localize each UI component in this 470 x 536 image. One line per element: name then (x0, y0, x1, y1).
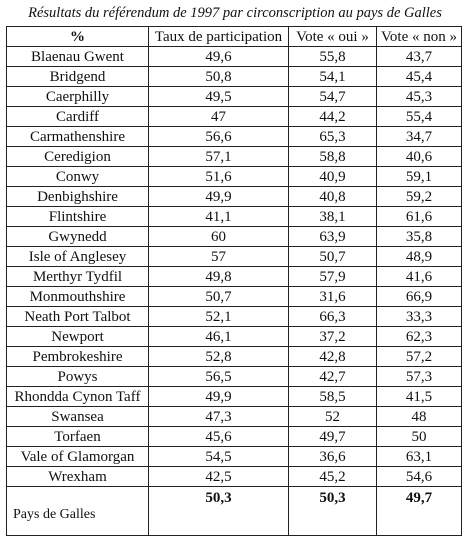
turnout-value: 49,8 (149, 267, 289, 287)
table-row (7, 67, 462, 87)
yes-vote-value: 44,2 (289, 107, 377, 127)
yes-vote-value: 36,6 (289, 447, 377, 467)
total-turnout: 50,3 (149, 487, 289, 536)
header-yes-vote: Vote « oui » (289, 27, 377, 47)
table-row (7, 407, 462, 427)
yes-vote-value: 31,6 (289, 287, 377, 307)
table-row (7, 467, 462, 487)
turnout-value: 56,6 (149, 127, 289, 147)
yes-vote-value: 54,1 (289, 67, 377, 87)
district-name: Wrexham (7, 467, 149, 487)
no-vote-value: 59,2 (377, 187, 462, 207)
turnout-value: 52,8 (149, 347, 289, 367)
turnout-value: 54,5 (149, 447, 289, 467)
no-vote-value: 63,1 (377, 447, 462, 467)
header-row (7, 27, 462, 47)
turnout-value: 49,5 (149, 87, 289, 107)
turnout-value: 50,8 (149, 67, 289, 87)
yes-vote-value: 58,5 (289, 387, 377, 407)
results-table (6, 26, 462, 536)
no-vote-value: 40,6 (377, 147, 462, 167)
table-row (7, 307, 462, 327)
table-row (7, 227, 462, 247)
district-name: Pembrokeshire (7, 347, 149, 367)
total-yes-vote: 50,3 (289, 487, 377, 536)
table-row (7, 47, 462, 67)
turnout-value: 56,5 (149, 367, 289, 387)
table-row (7, 427, 462, 447)
table-row (7, 267, 462, 287)
turnout-value: 57,1 (149, 147, 289, 167)
total-row (7, 487, 462, 536)
turnout-value: 41,1 (149, 207, 289, 227)
total-label: Pays de Galles (7, 487, 149, 536)
no-vote-value: 59,1 (377, 167, 462, 187)
district-name: Carmathenshire (7, 127, 149, 147)
yes-vote-value: 45,2 (289, 467, 377, 487)
no-vote-value: 48,9 (377, 247, 462, 267)
table-row (7, 367, 462, 387)
yes-vote-value: 54,7 (289, 87, 377, 107)
no-vote-value: 33,3 (377, 307, 462, 327)
turnout-value: 47 (149, 107, 289, 127)
yes-vote-value: 63,9 (289, 227, 377, 247)
header-turnout: Taux de participation (149, 27, 289, 47)
table-row (7, 247, 462, 267)
turnout-value: 45,6 (149, 427, 289, 447)
no-vote-value: 61,6 (377, 207, 462, 227)
turnout-value: 51,6 (149, 167, 289, 187)
table-row (7, 447, 462, 467)
yes-vote-value: 65,3 (289, 127, 377, 147)
no-vote-value: 34,7 (377, 127, 462, 147)
yes-vote-value: 42,8 (289, 347, 377, 367)
table-row (7, 147, 462, 167)
district-name: Merthyr Tydfil (7, 267, 149, 287)
district-name: Neath Port Talbot (7, 307, 149, 327)
header-no-vote: Vote « non » (377, 27, 462, 47)
turnout-value: 60 (149, 227, 289, 247)
district-name: Powys (7, 367, 149, 387)
turnout-value: 52,1 (149, 307, 289, 327)
no-vote-value: 62,3 (377, 327, 462, 347)
turnout-value: 47,3 (149, 407, 289, 427)
yes-vote-value: 66,3 (289, 307, 377, 327)
district-name: Rhondda Cynon Taff (7, 387, 149, 407)
table-row (7, 387, 462, 407)
no-vote-value: 41,5 (377, 387, 462, 407)
yes-vote-value: 52 (289, 407, 377, 427)
yes-vote-value: 57,9 (289, 267, 377, 287)
yes-vote-value: 49,7 (289, 427, 377, 447)
yes-vote-value: 38,1 (289, 207, 377, 227)
header-percent: % (7, 27, 149, 47)
district-name: Cardiff (7, 107, 149, 127)
district-name: Isle of Anglesey (7, 247, 149, 267)
no-vote-value: 57,2 (377, 347, 462, 367)
yes-vote-value: 55,8 (289, 47, 377, 67)
no-vote-value: 41,6 (377, 267, 462, 287)
yes-vote-value: 58,8 (289, 147, 377, 167)
district-name: Ceredigion (7, 147, 149, 167)
turnout-value: 42,5 (149, 467, 289, 487)
total-no-vote: 49,7 (377, 487, 462, 536)
no-vote-value: 54,6 (377, 467, 462, 487)
table-row (7, 207, 462, 227)
table-row (7, 127, 462, 147)
yes-vote-value: 50,7 (289, 247, 377, 267)
no-vote-value: 48 (377, 407, 462, 427)
table-row (7, 347, 462, 367)
table-row (7, 87, 462, 107)
district-name: Monmouthshire (7, 287, 149, 307)
district-name: Blaenau Gwent (7, 47, 149, 67)
no-vote-value: 55,4 (377, 107, 462, 127)
no-vote-value: 57,3 (377, 367, 462, 387)
table-row (7, 327, 462, 347)
no-vote-value: 50 (377, 427, 462, 447)
table-row (7, 287, 462, 307)
turnout-value: 49,9 (149, 187, 289, 207)
district-name: Swansea (7, 407, 149, 427)
table-caption: Résultats du référendum de 1997 par circonscription au pays de Galles (28, 5, 442, 21)
no-vote-value: 45,4 (377, 67, 462, 87)
table-row (7, 107, 462, 127)
turnout-value: 50,7 (149, 287, 289, 307)
district-name: Vale of Glamorgan (7, 447, 149, 467)
yes-vote-value: 37,2 (289, 327, 377, 347)
turnout-value: 49,6 (149, 47, 289, 67)
district-name: Caerphilly (7, 87, 149, 107)
yes-vote-value: 40,9 (289, 167, 377, 187)
no-vote-value: 45,3 (377, 87, 462, 107)
district-name: Denbighshire (7, 187, 149, 207)
turnout-value: 46,1 (149, 327, 289, 347)
district-name: Torfaen (7, 427, 149, 447)
yes-vote-value: 42,7 (289, 367, 377, 387)
table-body (7, 47, 462, 536)
turnout-value: 57 (149, 247, 289, 267)
district-name: Bridgend (7, 67, 149, 87)
yes-vote-value: 40,8 (289, 187, 377, 207)
table-row (7, 187, 462, 207)
district-name: Newport (7, 327, 149, 347)
district-name: Gwynedd (7, 227, 149, 247)
table-row (7, 167, 462, 187)
turnout-value: 49,9 (149, 387, 289, 407)
no-vote-value: 66,9 (377, 287, 462, 307)
district-name: Conwy (7, 167, 149, 187)
district-name: Flintshire (7, 207, 149, 227)
no-vote-value: 43,7 (377, 47, 462, 67)
no-vote-value: 35,8 (377, 227, 462, 247)
